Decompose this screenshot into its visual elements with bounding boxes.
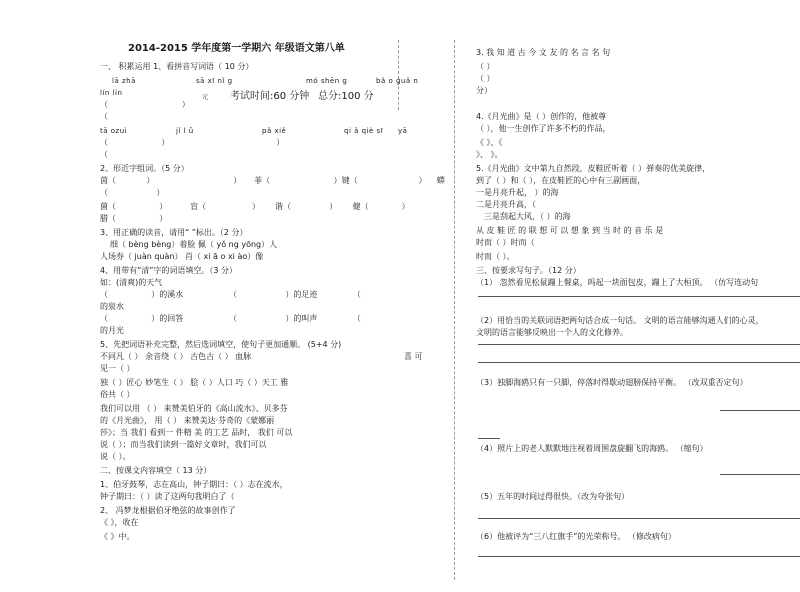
section-4-heading: 4、用带有“清”字的词语填空。（3 分） [100, 266, 238, 275]
char-row-3: 腊（ ） [100, 214, 168, 223]
fill-text-4: 《 》，收在 [100, 518, 139, 527]
fill-4-text: 的回答 [159, 314, 184, 323]
part-2-heading: 二、按课文内容填空（ 13 分） [100, 466, 212, 475]
q5-line-7: 时而（ ）时而（ [476, 238, 535, 247]
page-title: 2014-2015 学年度第一学期六 年级语文第八单 [128, 43, 345, 54]
q4-line-1: 4.《月光曲》是（ ）创作的，他被尊 [476, 112, 607, 121]
char-row-1b: （ ） [100, 188, 165, 197]
answer-parens-row-1: （ ） [100, 100, 190, 109]
fill-1-text: 的溪水 [159, 290, 184, 299]
section-3-heading: 3、用正确的读音，请用“ ”标出。（2 分） [100, 228, 248, 237]
q4-line-3: 《 》、《 [476, 138, 503, 147]
q5-line-3: 一是月亮升起， ）的海 [476, 188, 559, 197]
sentence-q5: （5）五年的时间过得很快。（改为夸张句） [476, 492, 630, 501]
answer-parens-row-4: （ [100, 150, 108, 159]
sentence-q2: （2）用恰当的关联词语把两句话合成一句话。 文明的语言能够沟通人们的心灵， [476, 316, 764, 325]
pinyin-7: jǐ l ǜ [176, 127, 194, 135]
q5-line-1: 5.《月光曲》文中第九自然段，皮鞋匠听着（ ）弹奏的优美旋律， [476, 164, 711, 173]
char-2: 菲 [254, 176, 263, 185]
answer-line-q4[interactable] [720, 474, 800, 475]
pinyin-10: yā [398, 127, 408, 135]
section-5-heading: 5、先把词语补充完整，然后选词填空，使句子更加通顺。 (5+4 分) [100, 340, 342, 349]
exam-time: 考试时间:60 分钟 [230, 91, 310, 102]
pronunciation-row-2: 人场券（ juàn quàn） 肖（ xi ā o xi ào）像 [100, 252, 264, 261]
answer-line-q3b[interactable] [478, 438, 500, 439]
q3-line: 3. 我 知 道 古 今 文 友 的 名 言 名 句 [476, 48, 611, 57]
pinyin-5: lín lín [100, 89, 123, 97]
answer-line-q2a[interactable] [478, 344, 800, 345]
sentence-q3: （3）独脚海鸥只有一只脚，停落时得歇动翅膀保持平衡。 （改双重否定句） [476, 378, 748, 387]
column-divider [454, 40, 455, 580]
fill-3-text: 的泉水 [100, 302, 124, 311]
char-7: 谐 [275, 202, 284, 211]
char-row-2: 菌（ ） 盲（ ） 谐（ ） 健（ ） [100, 202, 410, 211]
choose-line-2: 的《月光曲》， 用（ ） 来赞美达·芬奇的《蒙娜丽 [100, 416, 275, 425]
pinyin-9: qi ǎ qiè sī [344, 127, 384, 135]
fill-text-2: 钟子期曰：（ ）读了这两句我明白了（ [100, 492, 235, 501]
char-1: 茵 [100, 176, 108, 185]
pronunciation-row-1: 细（ bèng bèng）着脸 佩（ yǒ ng yōng）人 [110, 240, 278, 249]
section-2-heading: 2、形近字组词。（5 分） [100, 164, 189, 173]
part-3-heading: 三、按要求写句子。（12 分） [476, 266, 581, 275]
fill-2-text: 的足迹 [293, 290, 318, 299]
answer-line-q6[interactable] [478, 556, 800, 557]
pinyin-2: sā xī nǐ g [196, 77, 233, 85]
pinyin-1: lā zhā [112, 77, 136, 85]
choose-line-3: 莎》；当 我们 看到一 件精 美 的工艺 品时， 我们 可以 [100, 428, 293, 437]
fill-row-2: （ ）的回答 （ ）的叫声 （ [100, 314, 361, 323]
char-4: 蟒 [436, 176, 445, 185]
q3-paren-2: （ ） [476, 74, 495, 83]
q5-line-4: 二是月亮升高，（ [476, 200, 536, 209]
idiom-row-3: 独（ ）匠心 妙笔生（ ） 脍（ ）人口 巧（ ）天工 雅 [100, 378, 289, 387]
sentence-q1: （1） 忽然看见松鼠蹦上餐桌，吗起一块面包皮，蹦上了大桓顶。 （仿写连动句 [476, 278, 759, 287]
stamp-mark: 元 [202, 94, 209, 101]
idiom-row-2: 见一（ ） [100, 364, 135, 373]
char-3: 键 [341, 176, 350, 185]
total-score: 总分:100 分 [318, 91, 374, 102]
pinyin-6: tā ozuì [100, 127, 128, 135]
char-9: 腊 [100, 214, 108, 223]
sentence-q2b: 文明的语言能够反映出一个人的文化修养。 [476, 328, 628, 337]
choose-line-1: 我们可以用 （ ） 来赞美伯牙的《高山流水》、贝多芬 [100, 404, 288, 413]
q5-line-6: 从 皮 鞋 匠 的 联 想 可 以 想 象 到 当 时 的 音 乐 是 [476, 226, 664, 235]
q4-line-2: （ ），他一生创作了许多不朽的作品， [476, 124, 611, 133]
sentence-q6: （6）他被评为“三八红旗手”的光荣称号。 （修改病句） [476, 532, 676, 541]
q3-score: 分） [476, 86, 492, 95]
idiom-row-4: 俗共（ ） [100, 390, 135, 399]
idiom-row-1: 不同凡（ ） 余音绕（ ） 古色古（ ） 血脉 [100, 352, 252, 361]
title-divider [398, 40, 399, 110]
fill-5-text: 的叫声 [293, 314, 318, 323]
example-line: 如：(清爽)的天气 [100, 278, 163, 287]
answer-line-q3a[interactable] [720, 410, 800, 411]
choose-line-4: 说（ ）；而当我们读到一篇好文章时，我们可以 [100, 440, 267, 449]
q5-line-8: 时而（ ）。 [476, 252, 515, 261]
q4-line-4: 》、 》。 [476, 150, 503, 159]
answer-line-q2b[interactable] [478, 362, 800, 363]
answer-parens-row-2: （ [100, 112, 108, 121]
answer-parens-row-3: （ ） ） [100, 138, 285, 147]
q5-line-2: 到了（ ）和（ ），在皮鞋匠的心中有三副画面， [476, 176, 646, 185]
section-1-heading: 一、 积累运用 1、看拼音写词语（ 10 分） [100, 62, 254, 71]
char-6: 盲 [190, 202, 199, 211]
pinyin-3: mó shēn g [306, 77, 348, 85]
choose-line-5: 说（ ）。 [100, 452, 131, 461]
char-8: 健 [352, 202, 361, 211]
fill-row-1: （ ）的溪水 （ ）的足迹 （ [100, 290, 361, 299]
pinyin-4: bǎ o guǎ n [376, 77, 419, 85]
q5-line-5: 三是刮起大风，（ ）的海 [484, 212, 571, 221]
sentence-q4: （4）照片上的老人默默地注视着周围盘旋翻飞的海鸥。 （缩句） [476, 444, 708, 453]
answer-line-q5[interactable] [478, 518, 800, 519]
fill-6-text: 的月光 [100, 326, 124, 335]
fill-text-1: 1、伯牙鼓琴，志在高山，钟子期曰：（ ）志在流水， [100, 480, 288, 489]
pinyin-8: pǎ xiě [262, 127, 287, 135]
char-5: 菌 [100, 202, 108, 211]
answer-line-q1[interactable] [478, 296, 800, 297]
fill-text-5: 《 》中。 [100, 532, 135, 541]
char-row-1: 茵（ ） ） 菲（ ）键（ ） 蟒 [100, 176, 445, 185]
fill-text-3: 2、 冯梦龙根据伯牙绝弦的故事创作了 [100, 506, 236, 515]
idiom-row-1-tail: 喜 可 [404, 352, 423, 361]
q3-paren-1: （ ） [476, 62, 495, 71]
